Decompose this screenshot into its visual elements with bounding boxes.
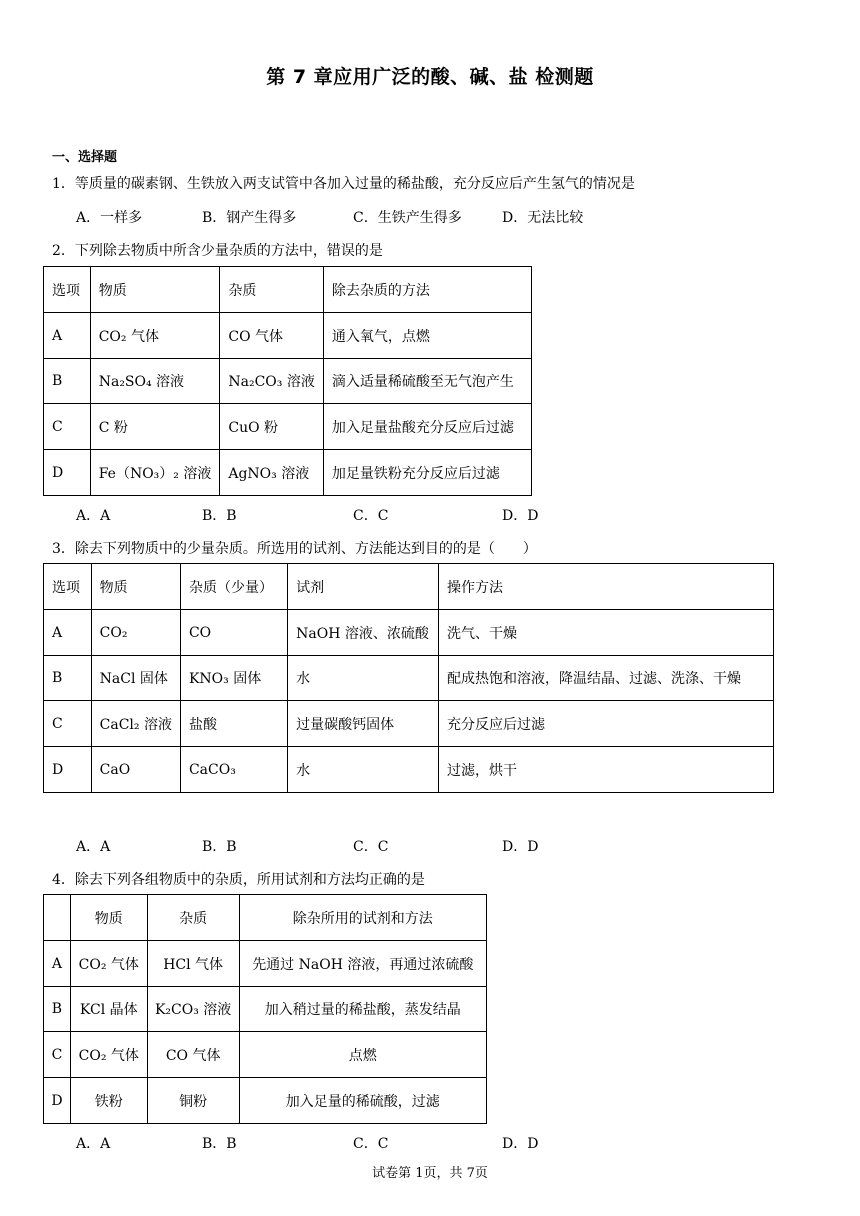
table-row bbox=[44, 450, 532, 496]
option-a[interactable]: A．A bbox=[76, 839, 111, 855]
option-b[interactable]: B．B bbox=[202, 1136, 237, 1152]
table-cell: 充分反应后过滤 bbox=[439, 701, 774, 747]
table-header-row bbox=[44, 564, 774, 610]
question-1-stem: 1．等质量的碳素钢、生铁放入两支试管中各加入过量的稀盐酸，充分反应后产生氢气的情况是 bbox=[52, 176, 635, 192]
table-cell: CO 气体 bbox=[220, 313, 323, 359]
header-cell: 物质 bbox=[70, 895, 147, 941]
table-cell: CaCl₂ 溶液 bbox=[91, 701, 180, 747]
table-row bbox=[44, 987, 487, 1032]
table-cell: 通入氧气，点燃 bbox=[323, 313, 531, 359]
page-title: 第 7 章应用广泛的酸、碱、盐 检测题 bbox=[266, 66, 594, 88]
table-row bbox=[44, 1032, 487, 1078]
table-cell: 配成热饱和溶液，降温结晶、过滤、洗涤、干燥 bbox=[439, 656, 774, 701]
option-c[interactable]: C．C bbox=[353, 1136, 389, 1152]
table-cell: A bbox=[44, 610, 92, 656]
table-row bbox=[44, 941, 487, 987]
option-c[interactable]: C．C bbox=[353, 839, 389, 855]
option-a[interactable]: A．A bbox=[76, 508, 111, 524]
table-cell: AgNO₃ 溶液 bbox=[220, 450, 323, 496]
header-cell: 物质 bbox=[91, 564, 180, 610]
table-cell: C 粉 bbox=[90, 404, 220, 450]
table-cell: K₂CO₃ 溶液 bbox=[147, 987, 239, 1032]
header-cell bbox=[44, 895, 71, 941]
table-cell: CO₂ 气体 bbox=[70, 1032, 147, 1078]
table-cell: CaCO₃ bbox=[180, 747, 287, 793]
table-cell: 加入稍过量的稀盐酸，蒸发结晶 bbox=[239, 987, 486, 1032]
table-row bbox=[44, 747, 774, 793]
table-cell: D bbox=[44, 1078, 71, 1124]
option-d[interactable]: D．无法比较 bbox=[502, 210, 584, 226]
table-cell: 铜粉 bbox=[147, 1078, 239, 1124]
table-cell: D bbox=[44, 747, 92, 793]
table-cell: 铁粉 bbox=[70, 1078, 147, 1124]
table-cell: HCl 气体 bbox=[147, 941, 239, 987]
table-row bbox=[44, 610, 774, 656]
table-cell: B bbox=[44, 656, 92, 701]
table-header-row bbox=[44, 895, 487, 941]
table-header-row bbox=[44, 267, 532, 313]
table-cell: CO bbox=[180, 610, 287, 656]
option-b[interactable]: B．B bbox=[202, 839, 237, 855]
table-row bbox=[44, 404, 532, 450]
table-cell: D bbox=[44, 450, 91, 496]
table-cell: C bbox=[44, 701, 92, 747]
option-a[interactable]: A．一样多 bbox=[76, 210, 143, 226]
header-cell: 操作方法 bbox=[439, 564, 774, 610]
table-cell: KNO₃ 固体 bbox=[180, 656, 287, 701]
table-cell: C bbox=[44, 1032, 71, 1078]
question-4-stem: 4．除去下列各组物质中的杂质，所用试剂和方法均正确的是 bbox=[52, 872, 425, 888]
table-cell: CO₂ 气体 bbox=[70, 941, 147, 987]
header-cell: 除杂所用的试剂和方法 bbox=[239, 895, 486, 941]
table-cell: C bbox=[44, 404, 91, 450]
table-row bbox=[44, 701, 774, 747]
section-heading: 一、选择题 bbox=[52, 150, 118, 165]
table-cell: 点燃 bbox=[239, 1032, 486, 1078]
header-cell: 杂质 bbox=[220, 267, 323, 313]
option-b[interactable]: B．钢产生得多 bbox=[202, 210, 297, 226]
option-b[interactable]: B．B bbox=[202, 508, 237, 524]
page-footer: 试卷第 1页，共 7页 bbox=[372, 1166, 488, 1181]
table-row bbox=[44, 1078, 487, 1124]
table-cell: B bbox=[44, 359, 91, 404]
table-cell: CO₂ bbox=[91, 610, 180, 656]
question-4-table bbox=[43, 894, 487, 1124]
table-cell: CO 气体 bbox=[147, 1032, 239, 1078]
question-2-stem: 2．下列除去物质中所含少量杂质的方法中，错误的是 bbox=[52, 243, 383, 259]
table-cell: KCl 晶体 bbox=[70, 987, 147, 1032]
table-cell: 过量碳酸钙固体 bbox=[288, 701, 439, 747]
option-c[interactable]: C．C bbox=[353, 508, 389, 524]
option-d[interactable]: D．D bbox=[502, 1136, 539, 1152]
table-cell: Na₂CO₃ 溶液 bbox=[220, 359, 323, 404]
option-d[interactable]: D．D bbox=[502, 839, 539, 855]
table-cell: 先通过 NaOH 溶液，再通过浓硫酸 bbox=[239, 941, 486, 987]
table-cell: 滴入适量稀硫酸至无气泡产生 bbox=[323, 359, 531, 404]
table-cell: 水 bbox=[288, 656, 439, 701]
header-cell: 选项 bbox=[44, 267, 91, 313]
table-cell: 水 bbox=[288, 747, 439, 793]
header-cell: 除去杂质的方法 bbox=[323, 267, 531, 313]
table-cell: NaCl 固体 bbox=[91, 656, 180, 701]
question-2-table bbox=[43, 266, 532, 496]
table-row bbox=[44, 656, 774, 701]
table-cell: Na₂SO₄ 溶液 bbox=[90, 359, 220, 404]
table-cell: CaO bbox=[91, 747, 180, 793]
table-cell: NaOH 溶液、浓硫酸 bbox=[288, 610, 439, 656]
table-cell: A bbox=[44, 313, 91, 359]
table-cell: 加足量铁粉充分反应后过滤 bbox=[323, 450, 531, 496]
table-cell: Fe（NO₃）₂ 溶液 bbox=[90, 450, 220, 496]
table-row bbox=[44, 359, 532, 404]
option-a[interactable]: A．A bbox=[76, 1136, 111, 1152]
question-3-table bbox=[43, 563, 774, 793]
table-cell: B bbox=[44, 987, 71, 1032]
table-cell: 加入足量盐酸充分反应后过滤 bbox=[323, 404, 531, 450]
header-cell: 杂质 bbox=[147, 895, 239, 941]
table-cell: 加入足量的稀硫酸，过滤 bbox=[239, 1078, 486, 1124]
header-cell: 选项 bbox=[44, 564, 92, 610]
table-cell: A bbox=[44, 941, 71, 987]
table-cell: 过滤，烘干 bbox=[439, 747, 774, 793]
table-cell: 盐酸 bbox=[180, 701, 287, 747]
header-cell: 杂质（少量） bbox=[180, 564, 287, 610]
header-cell: 物质 bbox=[90, 267, 220, 313]
table-cell: CO₂ 气体 bbox=[90, 313, 220, 359]
question-3-stem: 3．除去下列物质中的少量杂质。所选用的试剂、方法能达到目的的是（ ） bbox=[52, 541, 537, 557]
table-cell: 洗气、干燥 bbox=[439, 610, 774, 656]
table-cell: CuO 粉 bbox=[220, 404, 323, 450]
option-d[interactable]: D．D bbox=[502, 508, 539, 524]
option-c[interactable]: C．生铁产生得多 bbox=[353, 210, 462, 226]
header-cell: 试剂 bbox=[288, 564, 439, 610]
table-row bbox=[44, 313, 532, 359]
